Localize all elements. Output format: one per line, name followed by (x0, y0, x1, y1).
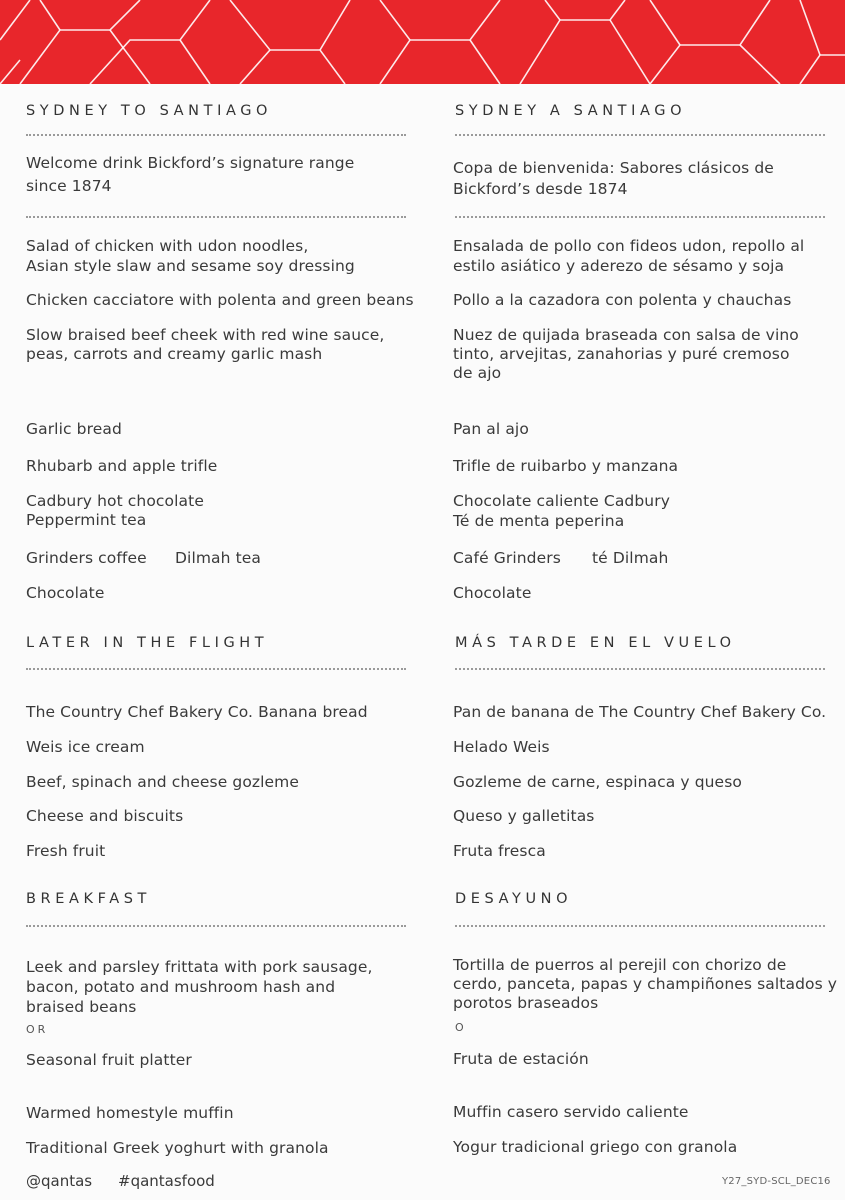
breakfast-alt: Seasonal fruit platter (26, 1051, 192, 1069)
later-item-5: Fresh fruit (26, 842, 106, 860)
main-1-line-2-es: estilo asiático y aderezo de sésamo y soja (453, 257, 785, 275)
main-3-line-2: peas, carrots and creamy garlic mash (26, 345, 323, 363)
chocolate-es: Chocolate (453, 584, 532, 602)
grinders-coffee-es: Café Grinders (453, 549, 561, 567)
grinders-coffee: Grinders coffee (26, 549, 147, 567)
later-item-5-es: Fruta fresca (453, 842, 546, 860)
welcome-line-2: since 1874 (26, 177, 112, 195)
breakfast-main-line-3-es: porotos braseados (453, 994, 599, 1012)
hot-chocolate: Cadbury hot chocolate (26, 492, 204, 510)
main-1-line-2: Asian style slaw and sesame soy dressing (26, 257, 355, 275)
divider (455, 134, 825, 136)
welcome-line-1: Welcome drink Bickford’s signature range (26, 154, 355, 172)
hashtag[interactable]: #qantasfood (118, 1172, 215, 1190)
dilmah-tea: Dilmah tea (175, 549, 262, 567)
breakfast-main-line-3: braised beans (26, 998, 137, 1016)
section-title-later: LATER IN THE FLIGHT (26, 635, 269, 651)
main-3-line-2-es: tinto, arvejitas, zanahorias y puré cremoso (453, 345, 790, 363)
breakfast-main-line-1-es: Tortilla de puerros al perejil con chorizo de (453, 956, 787, 974)
main-3-line-1: Slow braised beef cheek with red wine sauce, (26, 326, 385, 344)
divider (26, 216, 406, 218)
welcome-line-2-es: Bickford’s desde 1874 (453, 180, 628, 198)
chocolate: Chocolate (26, 584, 105, 602)
later-item-2: Weis ice cream (26, 738, 145, 756)
or-separator: OR (26, 1023, 49, 1036)
divider (26, 134, 406, 136)
breakfast-main-line-1: Leek and parsley frittata with pork sausage, (26, 958, 373, 976)
breakfast-main-line-2-es: cerdo, panceta, papas y champiñones saltados y (453, 975, 838, 993)
section-title-breakfast-es: DESAYUNO (455, 891, 573, 907)
hot-chocolate-es: Chocolate caliente Cadbury (453, 492, 670, 510)
breakfast-muffin-es: Muffin casero servido caliente (453, 1103, 689, 1121)
main-1-line-1-es: Ensalada de pollo con fideos udon, repollo al (453, 237, 805, 255)
breakfast-yoghurt-es: Yogur tradicional griego con granola (453, 1138, 738, 1156)
breakfast-yoghurt: Traditional Greek yoghurt with granola (26, 1139, 329, 1157)
header-banner (0, 0, 845, 84)
later-item-4: Cheese and biscuits (26, 807, 184, 825)
main-3-line-1-es: Nuez de quijada braseada con salsa de vino (453, 326, 799, 344)
peppermint-tea: Peppermint tea (26, 511, 147, 529)
instagram-handle[interactable]: @qantas (26, 1172, 93, 1190)
section-title-later-es: MÁS TARDE EN EL VUELO (455, 635, 736, 651)
section-title-route-es: SYDNEY A SANTIAGO (455, 103, 687, 119)
welcome-line-1-es: Copa de bienvenida: Sabores clásicos de (453, 159, 774, 177)
dessert: Rhubarb and apple trifle (26, 457, 218, 475)
divider (26, 925, 406, 927)
garlic-bread-es: Pan al ajo (453, 420, 529, 438)
later-item-1: The Country Chef Bakery Co. Banana bread (26, 703, 368, 721)
later-item-1-es: Pan de banana de The Country Chef Bakery Co. (453, 703, 827, 721)
garlic-bread: Garlic bread (26, 420, 122, 438)
main-2: Chicken cacciatore with polenta and green beans (26, 291, 414, 309)
divider (455, 216, 825, 218)
divider (455, 668, 825, 670)
dilmah-tea-es: té Dilmah (592, 549, 669, 567)
breakfast-main-line-2: bacon, potato and mushroom hash and (26, 978, 336, 996)
main-2-es: Pollo a la cazadora con polenta y chauchas (453, 291, 792, 309)
main-1-line-1: Salad of chicken with udon noodles, (26, 237, 309, 255)
later-item-3-es: Gozleme de carne, espinaca y queso (453, 773, 742, 791)
divider (455, 925, 825, 927)
later-item-2-es: Helado Weis (453, 738, 550, 756)
menu-code: Y27_SYD-SCL_DEC16 (722, 1176, 831, 1187)
later-item-3: Beef, spinach and cheese gozleme (26, 773, 300, 791)
divider (26, 668, 406, 670)
dessert-es: Trifle de ruibarbo y manzana (453, 457, 679, 475)
section-title-breakfast: BREAKFAST (26, 891, 152, 907)
breakfast-alt-es: Fruta de estación (453, 1050, 589, 1068)
geometric-pattern (0, 0, 845, 84)
peppermint-tea-es: Té de menta peperina (453, 512, 625, 530)
main-3-line-3-es: de ajo (453, 364, 502, 382)
later-item-4-es: Queso y galletitas (453, 807, 595, 825)
section-title-route: SYDNEY TO SANTIAGO (26, 103, 273, 119)
breakfast-muffin: Warmed homestyle muffin (26, 1104, 234, 1122)
or-separator-es: O (455, 1021, 467, 1034)
